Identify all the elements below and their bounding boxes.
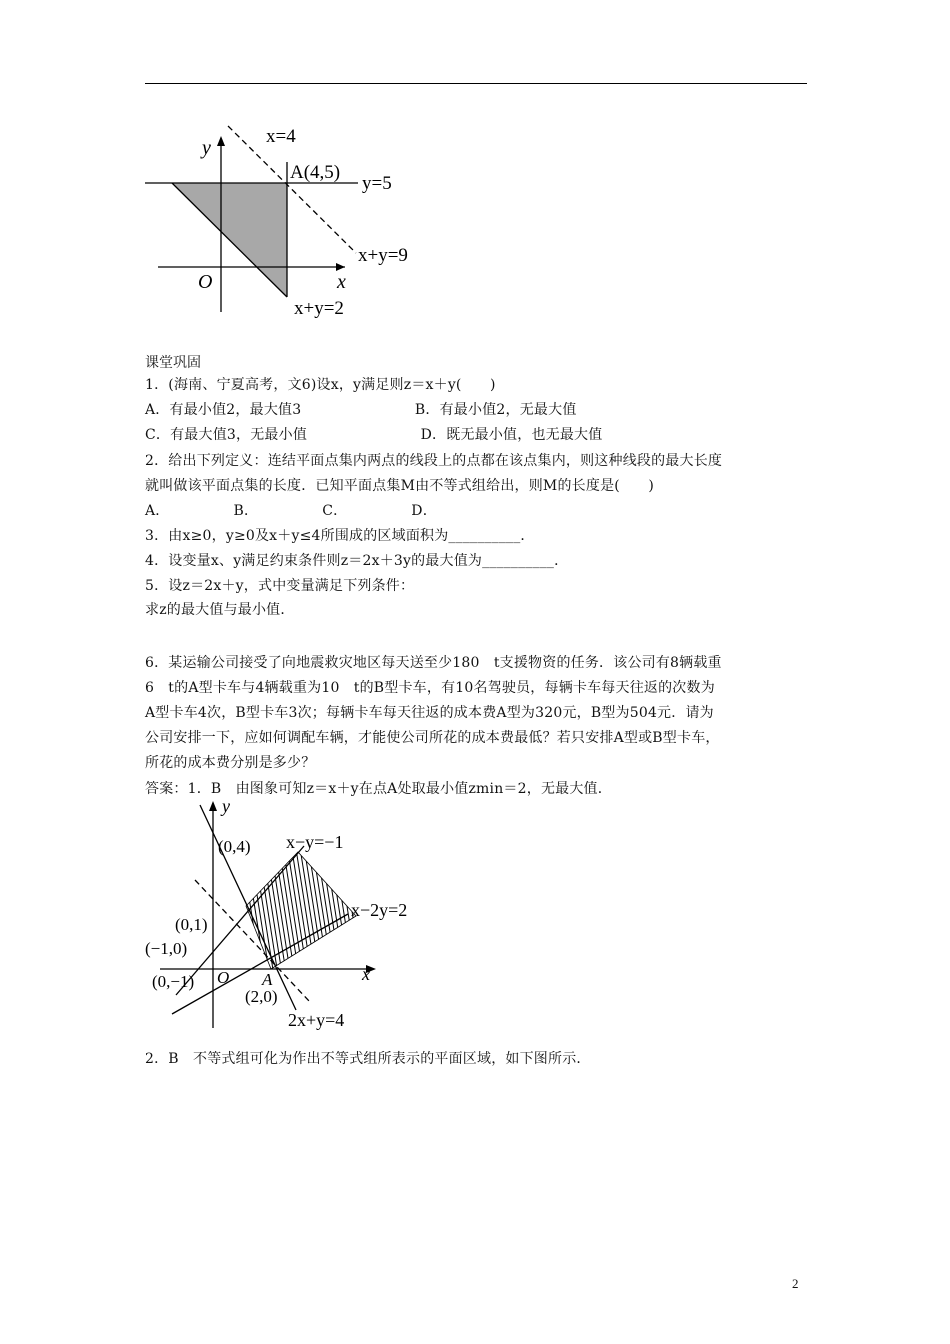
text-line: 公司安排一下，应如何调配车辆，才能使公司所花的成本费最低？若只安排A型或B型卡车，	[145, 730, 720, 746]
hatch-line	[307, 840, 329, 980]
hatch-line	[240, 840, 262, 980]
text-line: 求z的最大值与最小值．	[145, 602, 295, 618]
label-xy2: x+y=2	[294, 298, 344, 319]
text-line: C．有最大值3，无最小值 D．既无最小值，也无最大值	[145, 427, 603, 443]
text-line: A．有最小值2，最大值3 B．有最小值2，无最大值	[145, 402, 577, 418]
label-point-A: A(4,5)	[290, 162, 341, 183]
label-2xy4: 2x+y=4	[288, 1010, 345, 1030]
text-line: 5．设z＝2x＋y，式中变量满足下列条件：	[145, 578, 415, 594]
label-xm2y: x−2y=2	[351, 900, 408, 920]
line-2x-plus-y	[200, 805, 296, 1010]
hatch-line	[328, 840, 350, 980]
text-line: 所花的成本费分别是多少？	[145, 755, 316, 771]
dashed-objective-line	[195, 880, 310, 1002]
label-x4: x=4	[266, 126, 296, 147]
text-line: 2．给出下列定义：连结平面点集内两点的线段上的点都在该点集内，则这种线段的最大长度	[145, 453, 723, 469]
figure-1-feasible-region	[140, 118, 430, 323]
label-origin: O	[217, 968, 230, 987]
page-number: 2	[792, 1276, 799, 1291]
label-x-axis: x	[337, 271, 346, 293]
answer-2: 2．B 不等式组可化为作出不等式组所表示的平面区域，如下图所示．	[145, 1051, 591, 1067]
text-line: 6．某运输公司接受了向地震救灾地区每天送至少180 t支援物资的任务．该公司有8辆载重	[145, 655, 722, 671]
y-axis-arrow-icon	[209, 801, 217, 811]
figure-2-feasible-region	[140, 790, 408, 1035]
text-line: A． B． C． D．	[145, 503, 437, 519]
hatch-line	[311, 840, 333, 980]
text-line: 就叫做该平面点集的长度．已知平面点集M由不等式组给出，则M的长度是( )	[145, 478, 654, 494]
label-p0m1: (0,−1)	[152, 972, 195, 991]
hatch-line	[253, 840, 275, 980]
text-line: 3．由x≥0，y≥0及x＋y≤4所围成的区域面积为__________．	[145, 528, 535, 544]
text-line: 4．设变量x、y满足约束条件则z＝2x＋3y的最大值为__________．	[145, 553, 569, 569]
hatch-line	[274, 840, 296, 980]
hatch-line	[320, 840, 342, 980]
x-axis-arrow-icon	[336, 263, 345, 271]
label-p20: (2,0)	[245, 987, 278, 1006]
text-line: 1．(海南、宁夏高考，文6)设x，y满足则z＝x＋y( )	[145, 377, 496, 393]
y-axis-arrow-icon	[217, 136, 225, 146]
text-line: 6 t的A型卡车与4辆载重为10 t的B型卡车，有10名驾驶员，每辆卡车每天往返的次数为	[145, 680, 715, 696]
hatch-line	[290, 840, 312, 980]
label-x-axis: x	[362, 964, 370, 984]
hatch-line	[316, 840, 338, 980]
label-A: A	[262, 970, 273, 989]
label-xy9: x+y=9	[358, 245, 408, 266]
label-p04: (0,4)	[218, 837, 251, 856]
label-y-axis: y	[222, 796, 230, 816]
text-line: A型卡车4次，B型卡车3次；每辆卡车每天往返的成本费A型为320元，B型为504元．请为	[145, 705, 714, 721]
label-origin: O	[198, 271, 213, 293]
label-pm10: (−1,0)	[145, 939, 188, 958]
label-y5: y=5	[362, 173, 392, 194]
hatch-line	[282, 840, 304, 980]
hatch-line	[295, 840, 317, 980]
header-rule	[145, 83, 807, 84]
text-line: 答案：1．B 由图象可知z＝x＋y在点A处取最小值zmin＝2，无最大值．	[145, 781, 612, 797]
label-p01: (0,1)	[175, 915, 208, 934]
label-y-axis: y	[202, 137, 211, 159]
hatch-line	[324, 840, 346, 980]
section-title: 课堂巩固	[145, 355, 201, 371]
label-xmy: x−y=−1	[286, 832, 344, 852]
hatch-line	[299, 840, 321, 980]
